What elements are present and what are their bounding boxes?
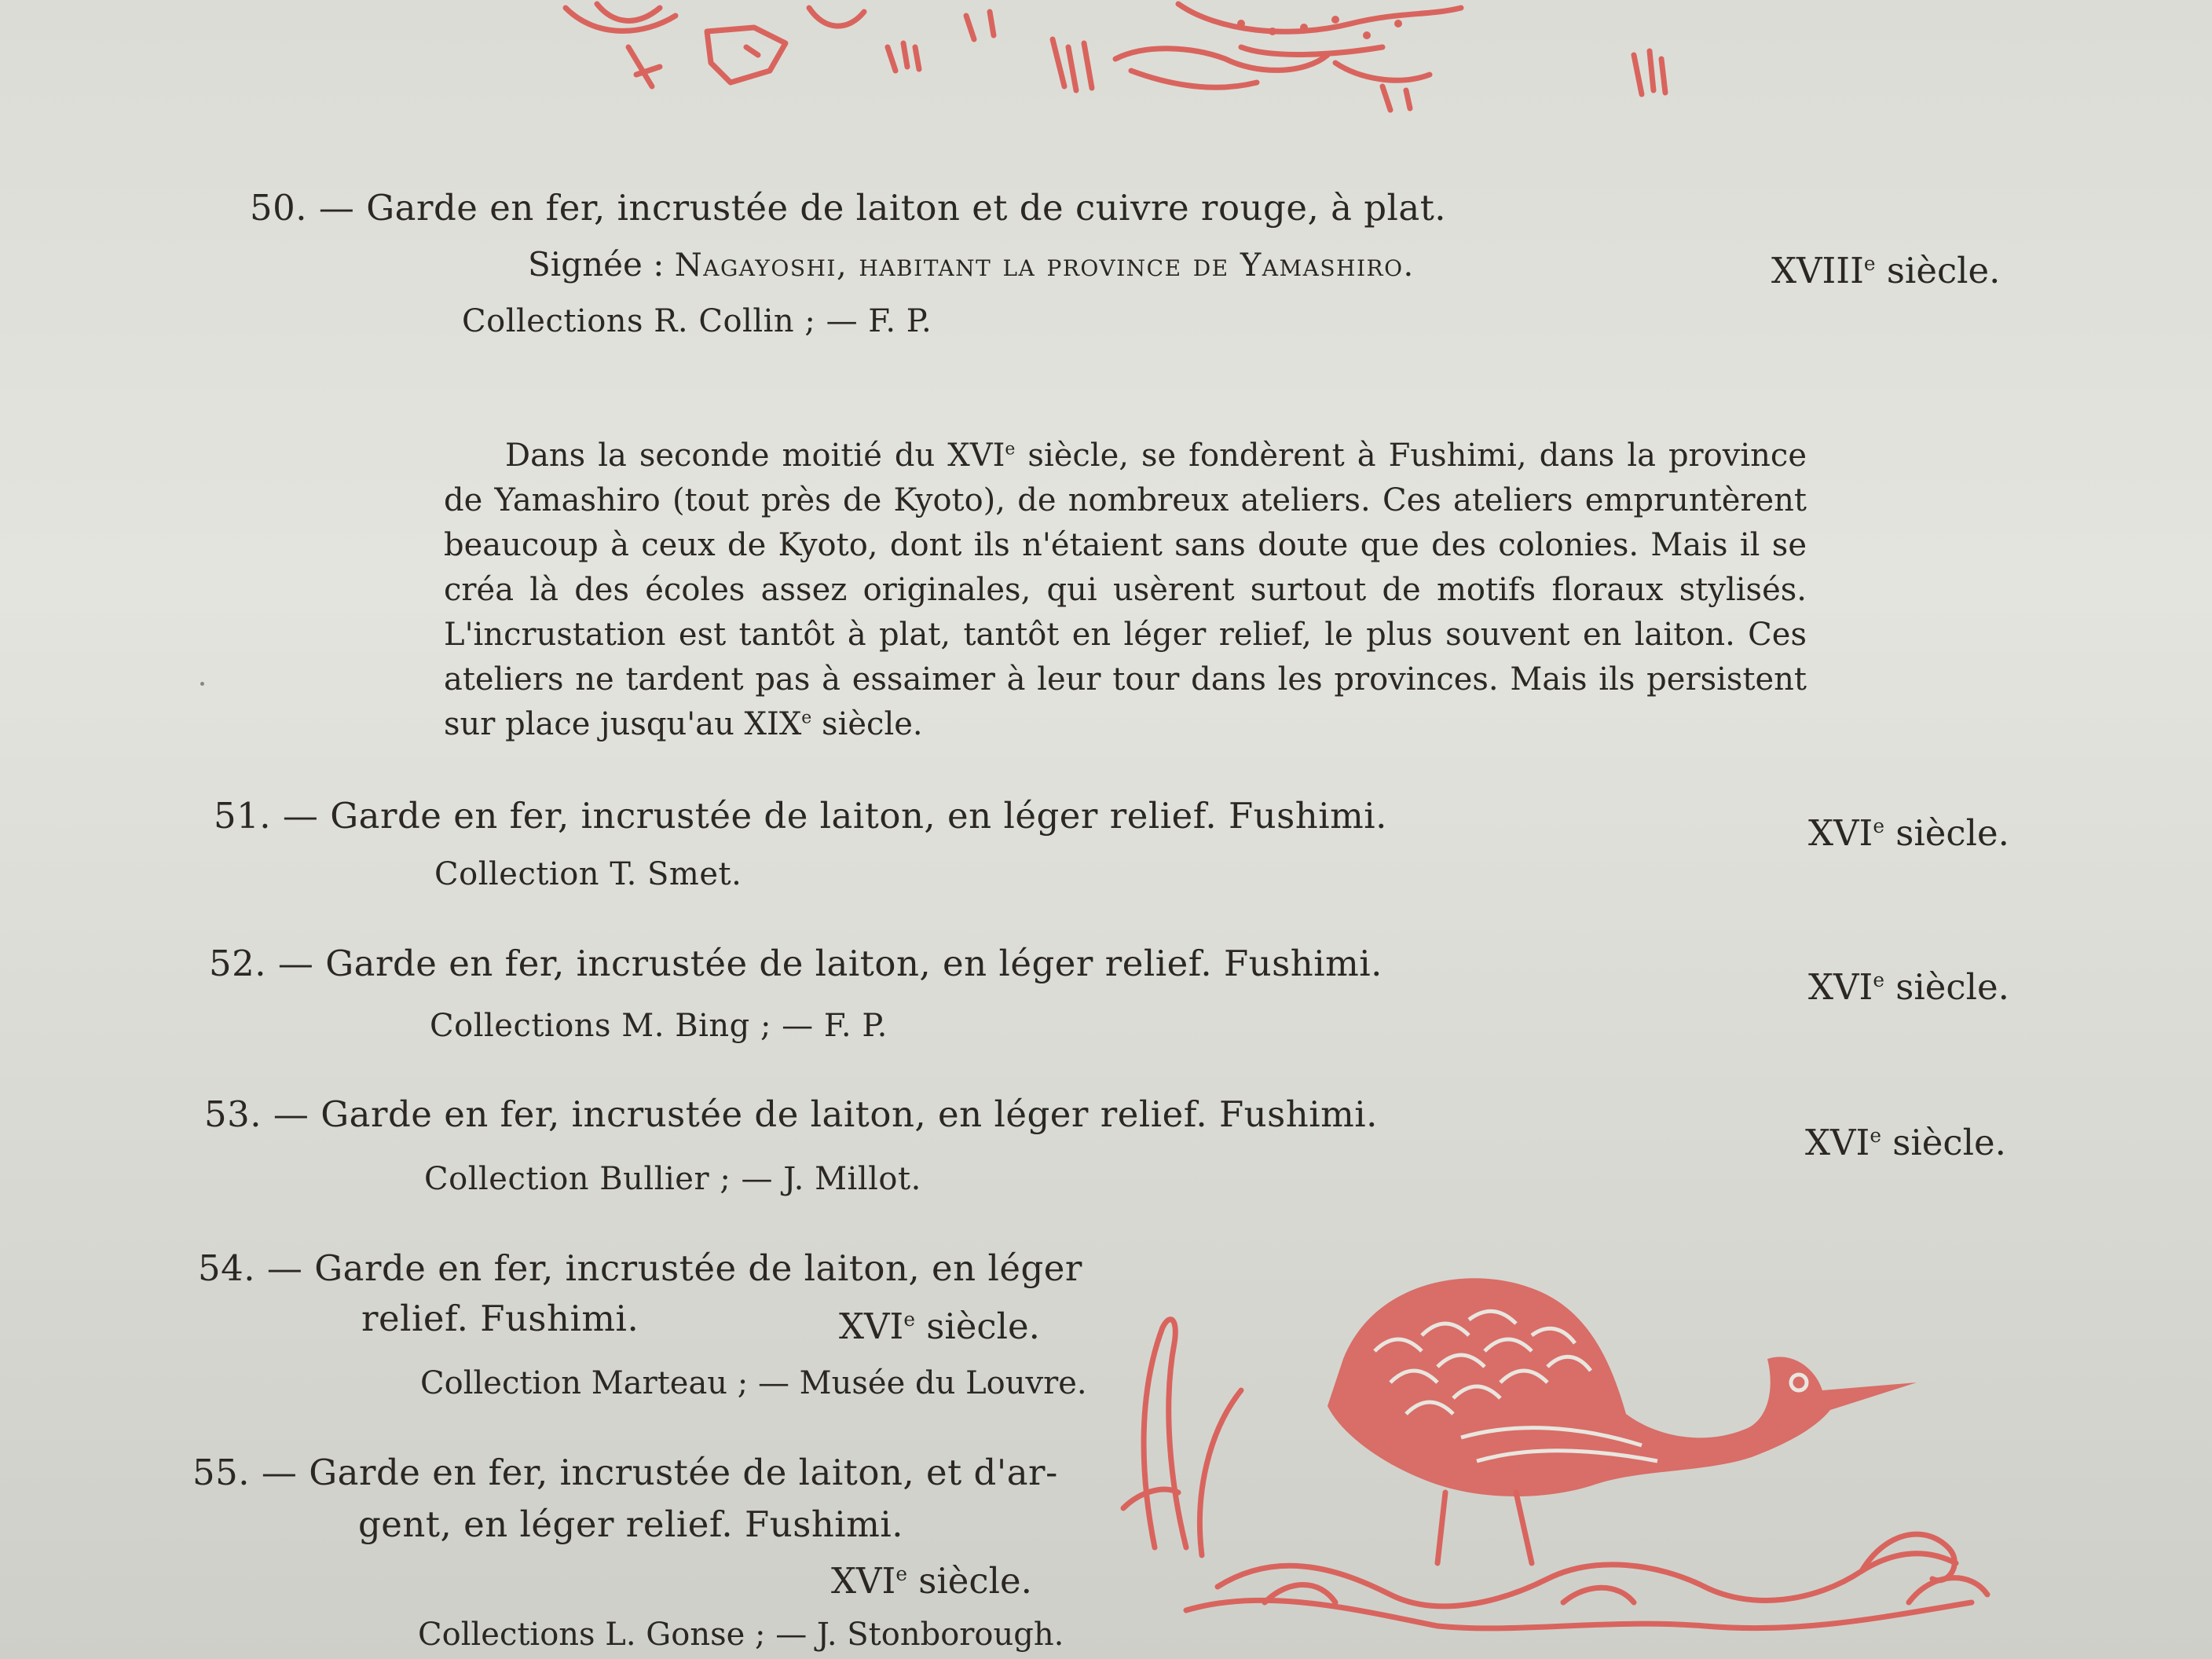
entry-50-signature bbox=[528, 245, 1415, 284]
century-superscript: e bbox=[903, 1308, 915, 1331]
entry-55-title-line2: gent, en léger relief. Fushimi. bbox=[358, 1503, 904, 1545]
entry-description: — Garde en fer, incrustée de laiton et de cuivre rouge, à plat. bbox=[318, 187, 1447, 229]
century-superscript: e bbox=[895, 1562, 907, 1585]
century-word: siècle. bbox=[1886, 250, 2001, 291]
entry-number: 51. bbox=[214, 795, 272, 837]
entry-number: 50. bbox=[250, 187, 308, 229]
entry-description: — Garde en fer, incrustée de laiton, en léger relief. Fushimi. bbox=[282, 795, 1387, 837]
entry-53-title bbox=[204, 1093, 1378, 1135]
entry-54-collection: Collection Marteau ; — Musée du Louvre. bbox=[420, 1365, 1087, 1401]
century-superscript: e bbox=[1870, 1124, 1881, 1147]
paragraph-text-3: siècle. bbox=[811, 706, 923, 742]
entry-55-collection: Collections L. Gonse ; — J. Stonborough. bbox=[418, 1617, 1064, 1653]
entry-description: — Garde en fer, incrustée de laiton, en léger bbox=[266, 1247, 1082, 1289]
paragraph-text-1: Dans la seconde moitié du XVI bbox=[505, 438, 1005, 474]
century-roman: XVIII bbox=[1771, 250, 1864, 291]
entry-51-collection: Collection T. Smet. bbox=[434, 856, 742, 892]
century-word: siècle. bbox=[1895, 966, 2009, 1008]
century-superscript: e bbox=[1863, 252, 1876, 275]
century-roman: XVI bbox=[1808, 966, 1873, 1008]
entry-number: 52. bbox=[209, 943, 267, 984]
entry-52-century bbox=[1808, 966, 2009, 1008]
entry-51-title bbox=[214, 795, 1387, 837]
entry-52-title bbox=[209, 943, 1382, 984]
century-roman: XVI bbox=[1808, 812, 1873, 854]
century-superscript: e bbox=[1873, 815, 1884, 837]
entry-description: — Garde en fer, incrustée de laiton, et d'ar- bbox=[261, 1452, 1058, 1493]
entry-52-collection: Collections M. Bing ; — F. P. bbox=[430, 1008, 888, 1044]
entry-number: 54. bbox=[198, 1247, 256, 1289]
bird-on-waves-illustration bbox=[1108, 1233, 2034, 1642]
entry-description: — Garde en fer, incrustée de laiton, en léger relief. Fushimi. bbox=[273, 1093, 1378, 1135]
century-roman: XVI bbox=[1805, 1122, 1870, 1163]
signature-text: Nagayoshi, habitant la province de Yamashiro. bbox=[674, 247, 1415, 284]
entry-description: — Garde en fer, incrustée de laiton, en léger relief. Fushimi. bbox=[277, 943, 1382, 984]
paragraph-superscript-1: e bbox=[1005, 439, 1016, 460]
signature-label: Signée : bbox=[528, 245, 665, 284]
entry-54-century bbox=[839, 1306, 1040, 1347]
entry-54-title-line1 bbox=[198, 1247, 1082, 1289]
paragraph-superscript-2: e bbox=[801, 708, 812, 728]
century-word: siècle. bbox=[918, 1560, 1032, 1602]
century-word: siècle. bbox=[1892, 1122, 2006, 1163]
century-word: siècle. bbox=[1895, 812, 2009, 854]
entry-53-century bbox=[1805, 1122, 2006, 1163]
entry-53-collection: Collection Bullier ; — J. Millot. bbox=[424, 1161, 921, 1197]
entry-number: 53. bbox=[204, 1093, 262, 1135]
century-roman: XVI bbox=[839, 1306, 904, 1347]
entry-50-century bbox=[1771, 250, 2001, 291]
century-superscript: e bbox=[1873, 969, 1884, 991]
hunting-scene-illustration bbox=[550, 0, 1744, 118]
century-roman: XVI bbox=[831, 1560, 896, 1602]
margin-dot bbox=[200, 682, 204, 686]
paragraph-text-2: siècle, se fondèrent à Fushimi, dans la province de Yamashiro (tout près de Kyoto), de nombreux ateliers. Ces ateliers empruntèrent beaucoup à ceux de Kyoto, dont ils n'étaient sans doute que des colonies. Mais il se créa là des écoles assez originales, qui usèrent surtout de motifs floraux stylisés. L'incrustation est tantôt à plat, tantôt en léger relief, le plus souvent en laiton. Ces ateliers ne tardent pas à essaimer à leur tour dans les provinces. Mais ils persistent sur place jusqu'au XIX bbox=[444, 438, 1807, 742]
entry-55-title-line1 bbox=[192, 1452, 1058, 1493]
fushimi-school-paragraph bbox=[444, 434, 1807, 747]
entry-51-century bbox=[1808, 812, 2009, 854]
entry-54-title-line2: relief. Fushimi. bbox=[361, 1298, 639, 1339]
entry-50-collection: Collections R. Collin ; — F. P. bbox=[462, 303, 932, 339]
entry-55-century bbox=[831, 1560, 1032, 1602]
entry-number: 55. bbox=[192, 1452, 251, 1493]
entry-50-title bbox=[250, 187, 1446, 229]
century-word: siècle. bbox=[926, 1306, 1040, 1347]
